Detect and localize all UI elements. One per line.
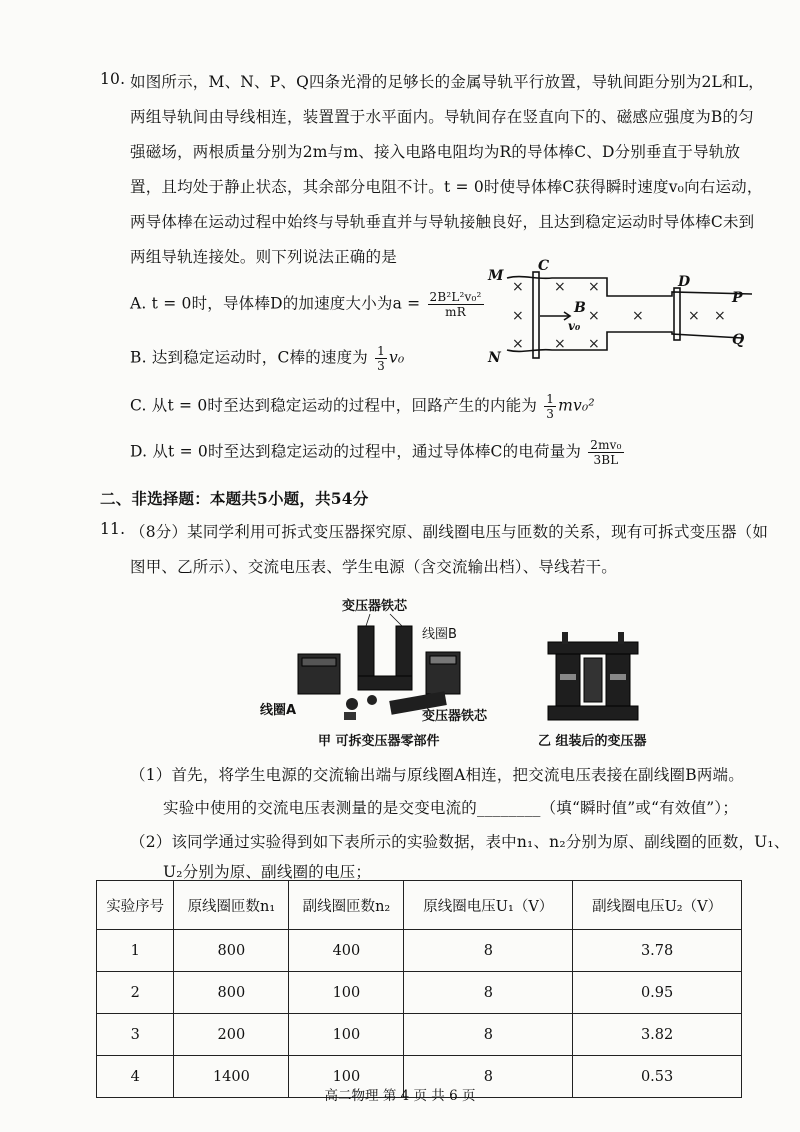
table-cell: 100 — [289, 1056, 404, 1098]
table-cell: 1400 — [174, 1056, 289, 1098]
table-cell: 800 — [174, 972, 289, 1014]
table-cell: 8 — [404, 1056, 573, 1098]
coil-label-plate — [560, 674, 576, 680]
option-b-text: B. 达到稳定运动时，C棒的速度为 — [130, 348, 369, 367]
q10-line3: 强磁场，两根质量分别为2m与m、接入电路电阻均为R的导体棒C、D分别垂直于导轨放 — [130, 143, 741, 161]
nut — [344, 712, 356, 720]
nut — [346, 698, 358, 710]
bar-d — [674, 288, 680, 340]
rail-bottom-path — [507, 332, 745, 351]
field-cross: × — [632, 308, 644, 324]
option-c-text: C. 从t = 0时至达到稳定运动的过程中，回路产生的内能为 — [130, 396, 538, 415]
coil-b — [426, 652, 460, 694]
table-cell: 3 — [97, 1014, 174, 1056]
field-cross: × — [588, 308, 600, 324]
q11-sub2-a: （2）该同学通过实验得到如下表所示的实验数据，表中n₁、n₂分别为原、副线圈的匝数，U₁、 — [130, 833, 790, 851]
table-header: 原线圈电压U₁（V） — [404, 881, 573, 930]
table-cell: 400 — [289, 930, 404, 972]
coil-label-plate — [610, 674, 626, 680]
table-cell: 100 — [289, 1014, 404, 1056]
table-header: 原线圈匝数n₁ — [174, 881, 289, 930]
field-cross: × — [554, 336, 566, 352]
table-cell: 800 — [174, 930, 289, 972]
option-d-denominator: 3BL — [593, 453, 619, 467]
bolt — [618, 632, 624, 644]
label-v0: v₀ — [568, 319, 581, 333]
field-cross: × — [714, 308, 726, 324]
page-footer: 高二物理 第 4 页 共 6 页 — [324, 1088, 476, 1104]
table-cell: 0.95 — [573, 972, 742, 1014]
table-cell: 3.78 — [573, 930, 742, 972]
nut — [367, 695, 377, 705]
option-d — [130, 438, 626, 467]
label-b: B — [574, 300, 586, 316]
table-cell: 3.82 — [573, 1014, 742, 1056]
table-row — [97, 972, 742, 1014]
transformer-parts-figure — [250, 596, 510, 748]
table-cell: 200 — [174, 1014, 289, 1056]
label-d: D — [678, 274, 691, 290]
label-coil-a: 线圈A — [260, 703, 297, 718]
option-a-numerator: 2B²L²v₀² — [429, 290, 482, 304]
table-cell: 2 — [97, 972, 174, 1014]
field-cross: × — [512, 279, 524, 295]
label-coil-b: 线圈B — [422, 627, 457, 642]
q10-number: 10. — [100, 70, 126, 88]
q10-line6: 两组导轨连接处。则下列说法正确的是 — [130, 248, 397, 266]
label-core-top: 变压器铁芯 — [342, 599, 408, 614]
option-c — [130, 392, 595, 421]
option-a-text: A. t = 0时，导体棒D的加速度大小为a = — [130, 294, 421, 313]
coil-a — [298, 654, 340, 694]
table-row — [97, 1014, 742, 1056]
option-d-fraction — [588, 438, 623, 467]
option-c-numerator: 1 — [546, 392, 555, 406]
table-cell: 8 — [404, 930, 573, 972]
q10-line4: 置，且均处于静止状态，其余部分电阻不计。t = 0时使导体棒C获得瞬时速度v₀向右运动， — [130, 178, 763, 196]
option-c-tail: mv₀² — [558, 396, 595, 415]
table-header: 副线圈匝数n₂ — [289, 881, 404, 930]
option-c-fraction — [544, 392, 556, 421]
experiment-data-table — [96, 880, 742, 1098]
caption-jia: 甲 可拆变压器零部件 — [318, 734, 440, 749]
table-cell: 4 — [97, 1056, 174, 1098]
option-a — [130, 290, 486, 319]
field-cross: × — [554, 279, 566, 295]
table-header-row — [97, 881, 742, 930]
q10-line1: 如图所示，M、N、P、Q四条光滑的足够长的金属导轨平行放置，导轨间距分别为2L和L， — [130, 73, 764, 91]
label-core-bottom: 变压器铁芯 — [422, 709, 488, 724]
section-heading: 二、非选择题：本题共5小题，共54分 — [100, 489, 369, 508]
table-cell: 0.53 — [573, 1056, 742, 1098]
field-cross: × — [512, 308, 524, 324]
q11-sub2-b: U₂分别为原、副线圈的电压； — [163, 863, 372, 881]
option-d-numerator: 2mv₀ — [590, 438, 622, 452]
option-b-denominator: 3 — [377, 359, 385, 373]
field-cross: × — [512, 336, 524, 352]
q11-number: 11. — [100, 520, 126, 538]
table-header: 副线圈电压U₂（V） — [573, 881, 742, 930]
q11-sub1-a: （1）首先，将学生电源的交流输出端与原线圈A相连，把交流电压表接在副线圈B两端。 — [130, 766, 744, 784]
option-a-denominator: mR — [445, 305, 466, 319]
table-header: 实验序号 — [97, 881, 174, 930]
table-cell: 8 — [404, 1014, 573, 1056]
rail-circuit-diagram — [482, 258, 752, 368]
label-q: Q — [732, 332, 745, 348]
table-cell: 100 — [289, 972, 404, 1014]
option-b — [130, 344, 404, 373]
label-p: P — [732, 290, 743, 306]
field-cross: × — [588, 336, 600, 352]
q10-line5: 两导体棒在运动过程中始终与导轨垂直并与导轨接触良好，且达到稳定运动时导体棒C未到 — [130, 213, 755, 231]
label-c: C — [538, 258, 550, 274]
option-d-text: D. 从t = 0时至达到稳定运动的过程中，通过导体棒C的电荷量为 — [130, 442, 582, 461]
bolt — [562, 632, 568, 644]
option-c-denominator: 3 — [546, 407, 555, 421]
bar-c — [533, 272, 539, 358]
assembled-transformer-figure — [538, 628, 648, 726]
u-core — [358, 626, 412, 690]
table-row — [97, 930, 742, 972]
label-n: N — [488, 350, 501, 366]
q11-line1: （8分）某同学利用可拆式变压器探究原、副线圈电压与匝数的关系，现有可拆式变压器（如 — [130, 523, 769, 541]
label-m: M — [488, 268, 504, 284]
q10-line2: 两组导轨间由导线相连，装置置于水平面内。导轨间存在竖直向下的、磁感应强度为B的匀 — [130, 108, 754, 126]
q11-sub1-b: 实验中使用的交流电压表测量的是交变电流的________（填“瞬时值”或“有效值”）； — [163, 799, 739, 817]
option-b-fraction — [375, 344, 387, 373]
rail-top-path — [507, 277, 752, 296]
table-cell: 1 — [97, 930, 174, 972]
option-b-numerator: 1 — [377, 344, 385, 358]
table-cell: 8 — [404, 972, 573, 1014]
field-cross: × — [588, 279, 600, 295]
option-b-tail: v₀ — [389, 348, 405, 367]
q11-line2: 图甲、乙所示）、交流电压表、学生电源（含交流输出档）、导线若干。 — [130, 558, 617, 576]
caption-yi: 乙 组装后的变压器 — [538, 734, 647, 749]
option-a-fraction — [428, 290, 484, 319]
field-cross: × — [688, 308, 700, 324]
